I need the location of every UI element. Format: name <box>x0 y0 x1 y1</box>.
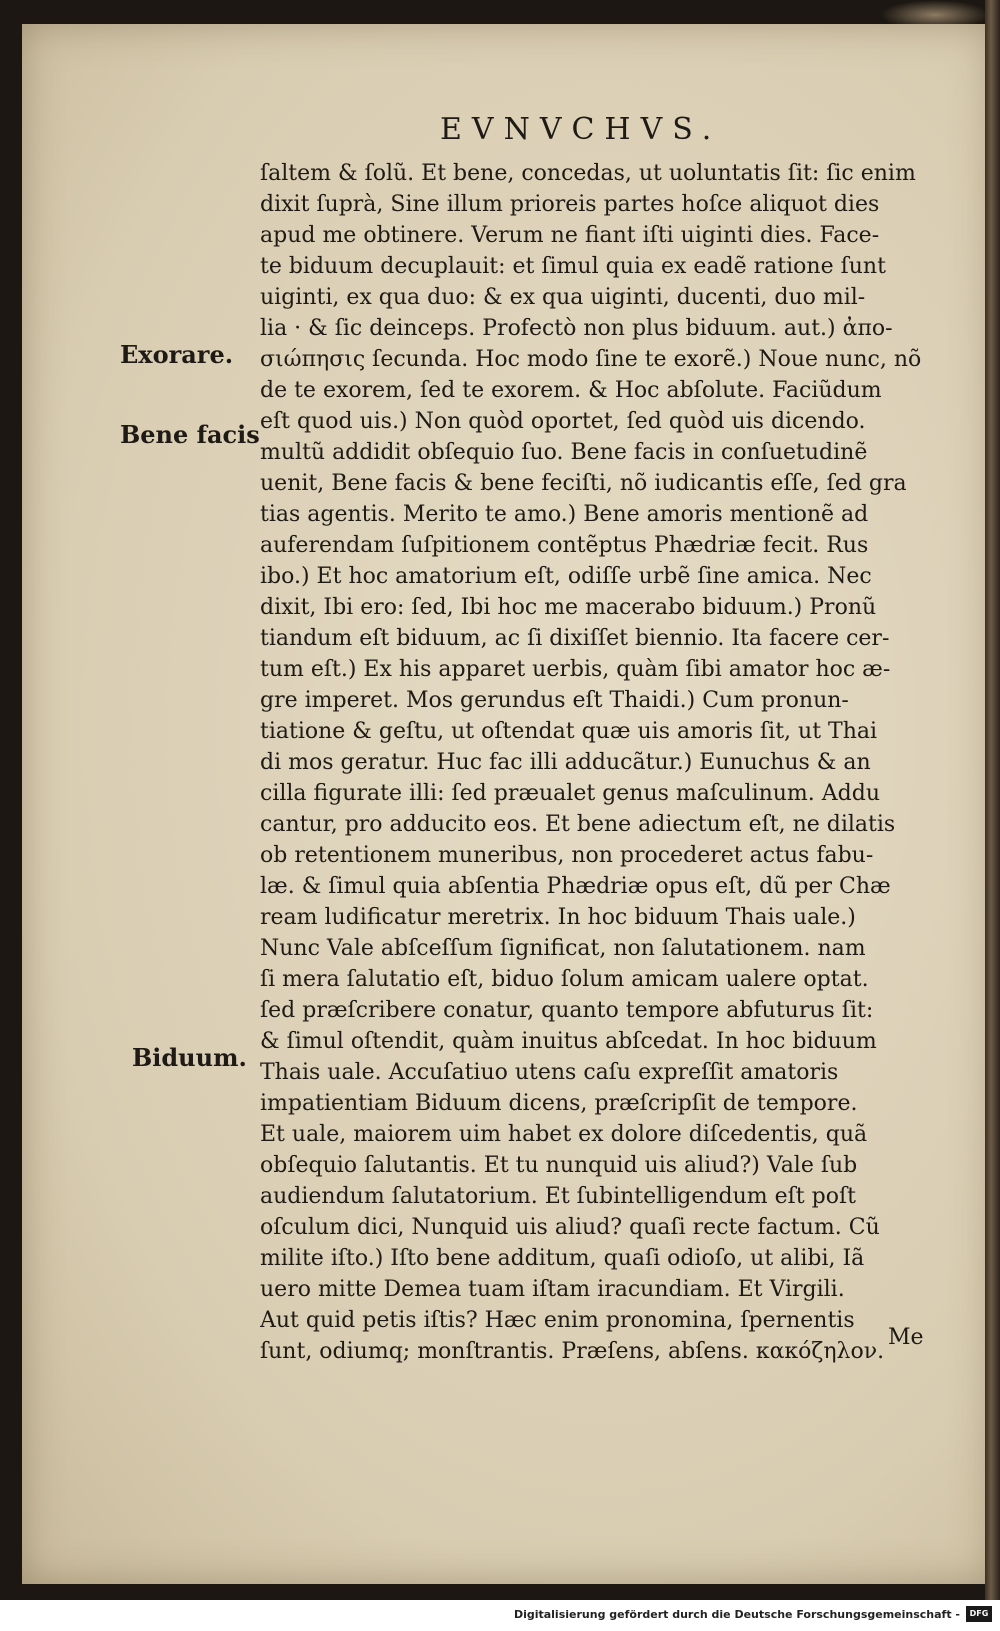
text-line: audiendum ſalutatorium. Et ſubintelligendum eſt poſt <box>260 1184 856 1209</box>
running-head: EVNVCHVS. <box>440 112 722 147</box>
text-line: dixit, Ibi ero: ſed, Ibi hoc me macerabo biduum.) Pronũ <box>260 595 877 620</box>
dfg-logo: DFG <box>966 1606 992 1622</box>
text-line: tum eſt.) Ex his apparet uerbis, quàm ſibi amator hoc æ- <box>260 657 891 682</box>
text-line: ſed præſcribere conatur, quanto tempore abfuturus ſit: <box>260 998 874 1023</box>
margin-note-exorare: Exorare. <box>120 340 234 369</box>
margin-note-bene-facis: Bene facis <box>120 420 260 449</box>
margin-note-biduum: Biduum. <box>132 1043 247 1072</box>
text-line: ſaltem & ſolũ. Et bene, concedas, ut uoluntatis ſit: ſic enim <box>260 161 916 186</box>
text-line: eſt quod uis.) Non quòd oportet, ſed quòd uis dicendo. <box>260 409 866 434</box>
text-line: te biduum decuplauit: et ſimul quia ex eadẽ ratione ſunt <box>260 254 886 279</box>
body-text <box>260 158 970 1367</box>
text-line: σιώπησις ſecunda. Hoc modo ſine te exorẽ.) Noue nunc, nõ <box>260 347 922 372</box>
text-line: Nunc Vale abſceſſum ſignificat, non ſalutationem. nam <box>260 936 866 961</box>
text-line: tiatione & geſtu, ut oſtendat quæ uis amoris ſit, ut Thai <box>260 719 878 744</box>
text-line: ſunt, odiumq; monſtrantis. Præſens, abſens. κακόζηλον. <box>260 1339 885 1364</box>
text-line: cantur, pro adducito eos. Et bene adiectum eſt, ne dilatis <box>260 812 896 837</box>
text-line: ibo.) Et hoc amatorium eſt, odiſſe urbẽ ſine amica. Nec <box>260 564 872 589</box>
text-line: tias agentis. Merito te amo.) Bene amoris mentionẽ ad <box>260 502 869 527</box>
text-line: uero mitte Demea tuam iſtam iracundiam. Et Virgili. <box>260 1277 845 1302</box>
text-line: dixit ſuprà, Sine illum prioreis partes hoſce aliquot dies <box>260 192 880 217</box>
text-line: Aut quid petis iſtis? Hæc enim pronomina, ſpernentis <box>260 1308 855 1333</box>
digitization-credit: Digitalisierung gefördert durch die Deutsche Forschungsgemeinschaft - <box>513 1608 960 1621</box>
text-line: gre imperet. Mos gerundus eſt Thaidi.) Cum pronun- <box>260 688 849 713</box>
text-line: obſequio ſalutantis. Et tu nunquid uis aliud?) Vale ſub <box>260 1153 858 1178</box>
text-line: uiginti, ex qua duo: & ex qua uiginti, ducenti, duo mil- <box>260 285 866 310</box>
text-line: apud me obtinere. Verum ne fiant iſti uiginti dies. Face- <box>260 223 880 248</box>
text-line: & ſimul oſtendit, quàm inuitus abſcedat. In hoc biduum <box>260 1029 877 1054</box>
text-line: oſculum dici, Nunquid uis aliud? quaſi recte factum. Cũ <box>260 1215 880 1240</box>
text-line: ream ludificatur meretrix. In hoc biduum Thais uale.) <box>260 905 856 930</box>
text-line: ſi mera ſalutatio eſt, biduo ſolum amicam ualere optat. <box>260 967 869 992</box>
text-line: ob retentionem muneribus, non procederet actus fabu- <box>260 843 874 868</box>
text-line: tiandum eſt biduum, ac ſi dixiſſet biennio. Ita facere cer- <box>260 626 890 651</box>
text-line: uenit, Bene facis & bene feciſti, nõ iudicantis eſſe, ſed gra <box>260 471 907 496</box>
text-line: de te exorem, ſed te exorem. & Hoc abſolute. Faciũdum <box>260 378 882 403</box>
text-line: Et uale, maiorem uim habet ex dolore diſcedentis, quã <box>260 1122 868 1147</box>
text-line: cilla figurate illi: ſed præualet genus maſculinum. Addu <box>260 781 881 806</box>
text-line: multũ addidit obſequio ſuo. Bene facis in conſuetudinẽ <box>260 440 868 465</box>
text-line: læ. & ſimul quia abſentia Phædriæ opus eſt, dũ per Chæ <box>260 874 891 899</box>
text-line: milite iſto.) Iſto bene additum, quaſi odioſo, ut alibi, Iã <box>260 1246 865 1271</box>
text-line: di mos geratur. Huc fac illi adducãtur.) Eunuchus & an <box>260 750 871 775</box>
text-line: lia · & ſic deinceps. Profectò non plus biduum. aut.) ἀπο- <box>260 316 893 341</box>
binding-edge <box>985 0 1000 1600</box>
text-line: Thais uale. Accuſatiuo utens caſu expreſſit amatoris <box>260 1060 839 1085</box>
text-line: impatientiam Biduum dicens, præſcripſit de tempore. <box>260 1091 858 1116</box>
text-line: auferendam ſuſpitionem contẽptus Phædriæ fecit. Rus <box>260 533 869 558</box>
catchword: Me <box>888 1325 924 1350</box>
